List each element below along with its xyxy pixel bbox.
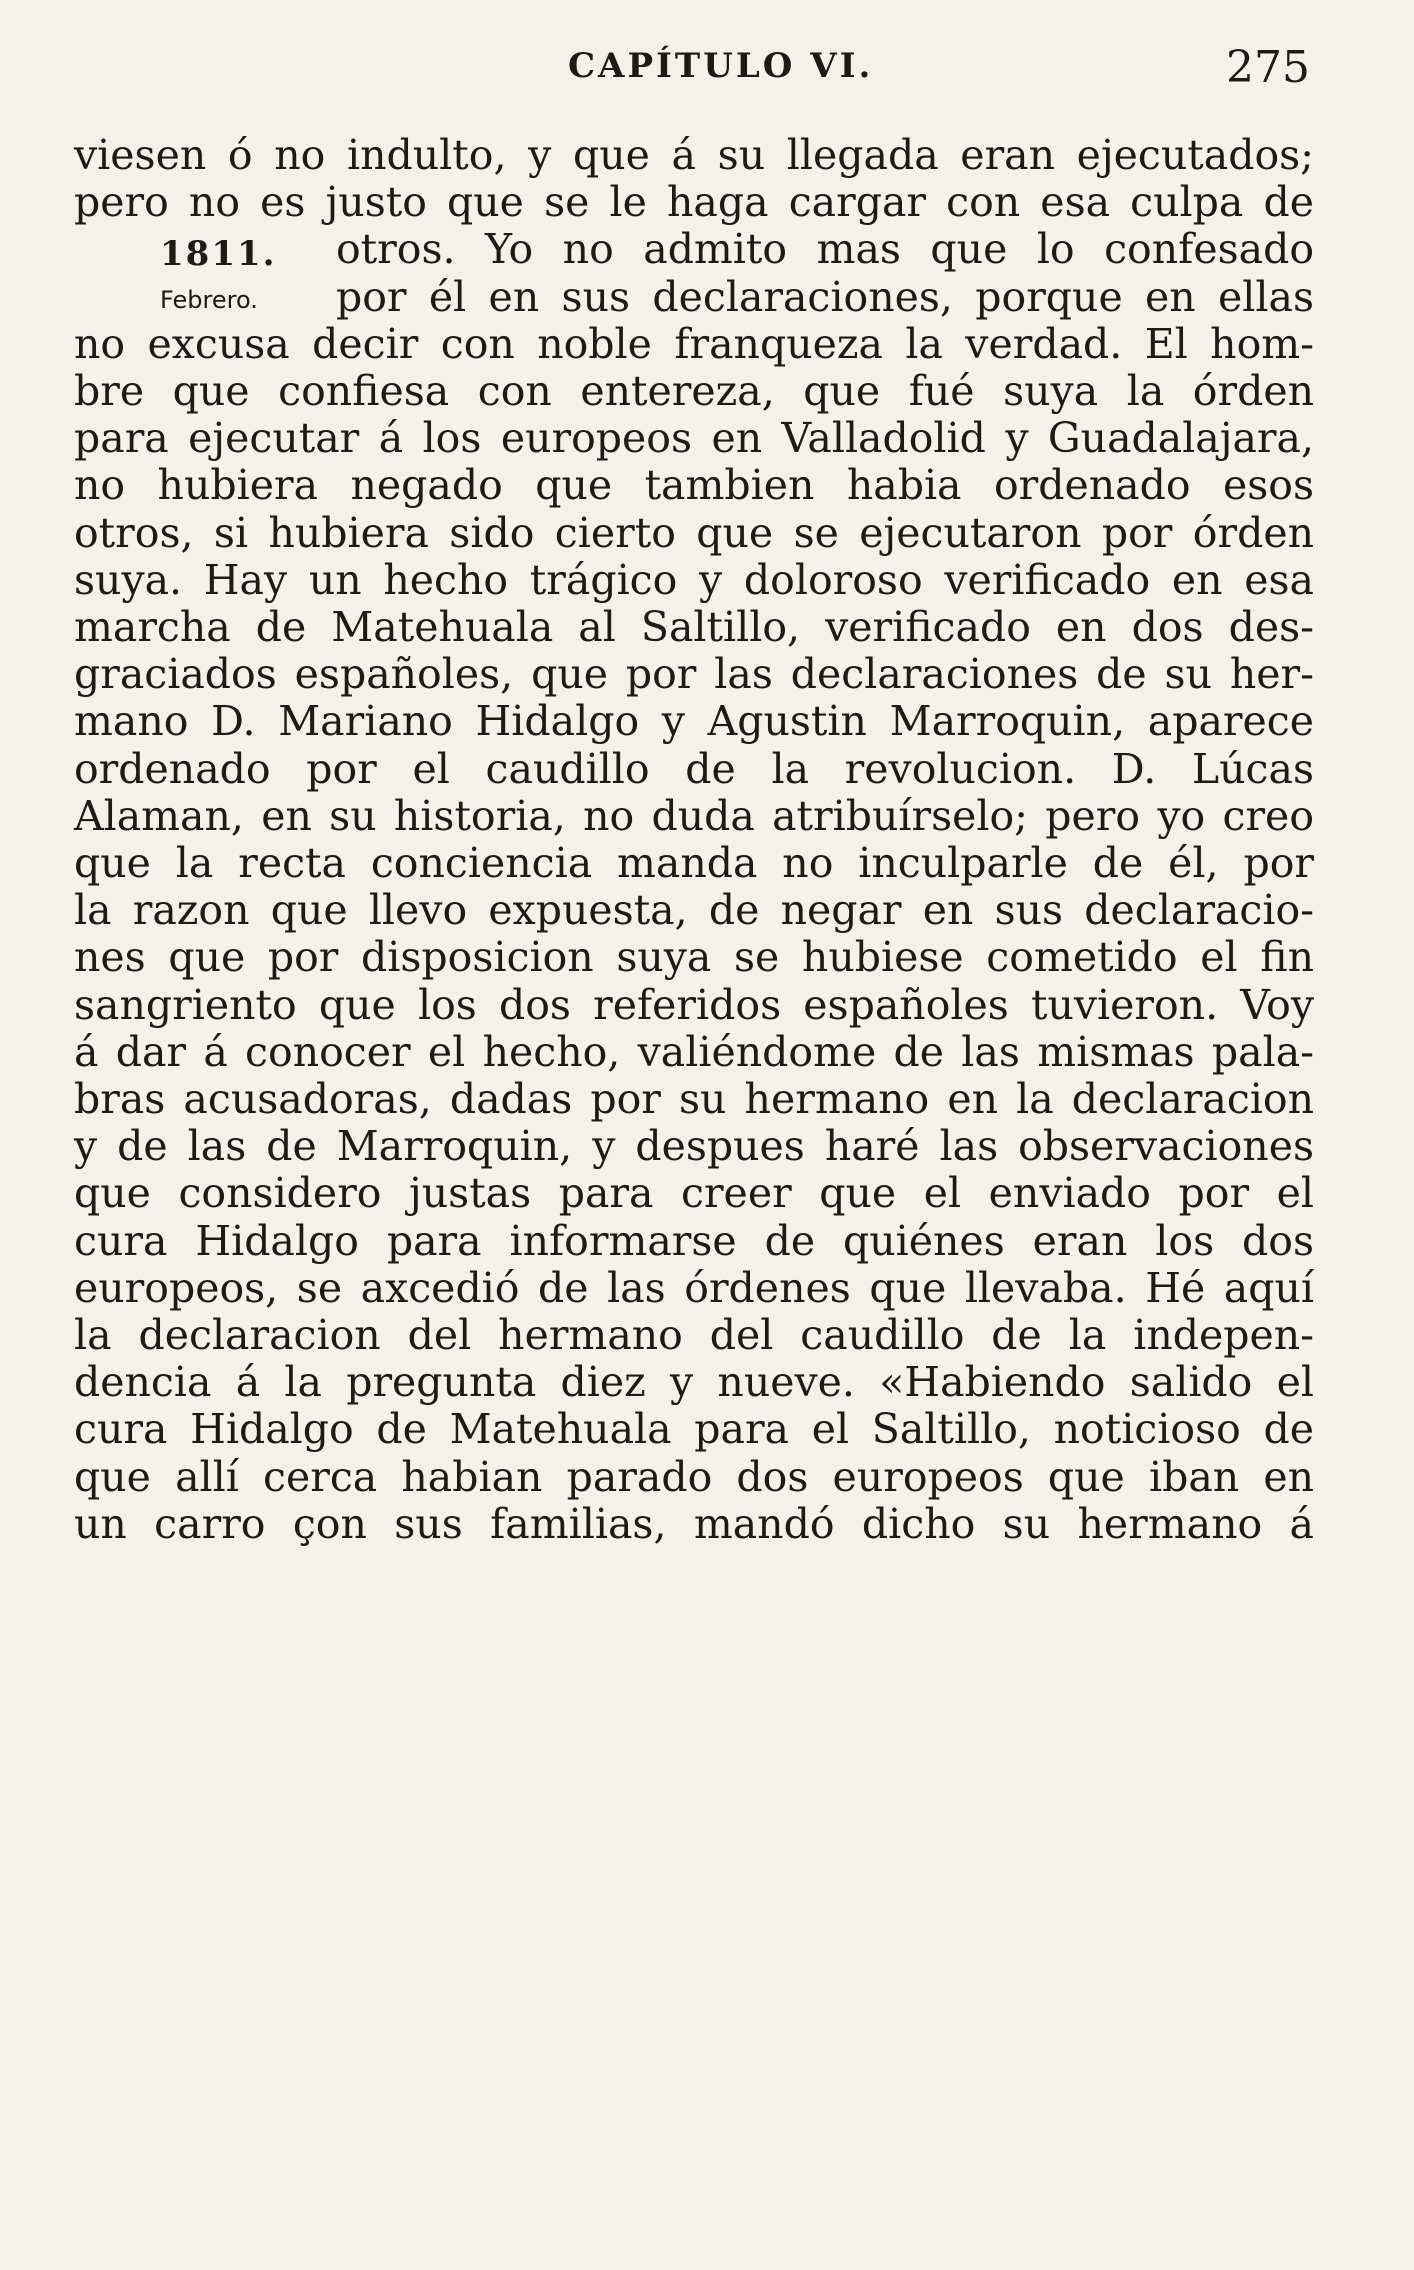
text-line: no hubiera negado que tambien habia ordenado esos	[74, 461, 1314, 510]
text-line: la declaracion del hermano del caudillo de la indepen-	[74, 1311, 1314, 1359]
text-line: bre que confiesa con entereza, que fué suya la órden	[74, 367, 1314, 415]
text-line: para ejecutar á los europeos en Valladolid y Guadalajara,	[74, 414, 1314, 463]
text-line: graciados españoles, que por las declaraciones de su her-	[74, 650, 1314, 699]
text-line: que la recta conciencia manda no inculparle de él, por	[74, 839, 1314, 887]
text-line: pero no es justo que se le haga cargar con esa culpa de	[74, 178, 1314, 227]
margin-note-year: 1811.	[160, 234, 277, 275]
text-line: que considero justas para creer que el enviado por el	[74, 1169, 1314, 1218]
text-line: por él en sus declaraciones, porque en ellas	[336, 272, 1314, 321]
text-line: viesen ó no indulto, y que á su llegada eran ejecutados;	[74, 131, 1314, 179]
text-line: ordenado por el caudillo de la revolucion. D. Lúcas	[74, 744, 1314, 793]
text-line: suya. Hay un hecho trágico y doloroso verificado en esa	[74, 555, 1314, 604]
text-line: cura Hidalgo de Matehuala para el Saltillo, noticioso de	[74, 1405, 1314, 1454]
text-line: bras acusadoras, dadas por su hermano en la declaracion	[74, 1075, 1314, 1123]
text-line: Alaman, en su historia, no duda atribuírselo; pero yo creo	[74, 791, 1314, 840]
text-line: europeos, se axcedió de las órdenes que llevaba. Hé aquí	[74, 1263, 1314, 1312]
text-line: nes que por disposicion suya se hubiese cometido el fin	[74, 933, 1314, 982]
text-line: la razon que llevo expuesta, de negar en sus declaracio-	[74, 886, 1314, 935]
text-line: mano D. Mariano Hidalgo y Agustin Marroquin, aparece	[74, 697, 1314, 746]
text-line: y de las de Marroquin, y despues haré las observaciones	[74, 1122, 1314, 1171]
text-line: que allí cerca habian parado dos europeos que iban en	[74, 1452, 1314, 1501]
text-line: dencia á la pregunta diez y nueve. «Habiendo salido el	[74, 1358, 1314, 1407]
text-line: á dar á conocer el hecho, valiéndome de las mismas pala-	[74, 1027, 1314, 1076]
text-line: sangriento que los dos referidos españoles tuvieron. Voy	[74, 980, 1314, 1029]
text-line: cura Hidalgo para informarse de quiénes eran los dos	[74, 1216, 1314, 1265]
margin-note-month: Febrero.	[160, 285, 258, 314]
chapter-title: CAPÍTULO VI.	[568, 46, 874, 86]
page-number: 275	[1226, 42, 1310, 93]
text-line: un carro çon sus familias, mandó dicho su hermano á	[74, 1499, 1314, 1548]
text-line: no excusa decir con noble franqueza la verdad. El hom-	[74, 319, 1314, 368]
text-line: marcha de Matehuala al Saltillo, verificado en dos des-	[74, 603, 1314, 651]
text-line: otros, si hubiera sido cierto que se ejecutaron por órden	[74, 508, 1314, 557]
running-head	[0, 42, 1414, 102]
text-line: otros. Yo no admito mas que lo confesado	[336, 225, 1314, 274]
